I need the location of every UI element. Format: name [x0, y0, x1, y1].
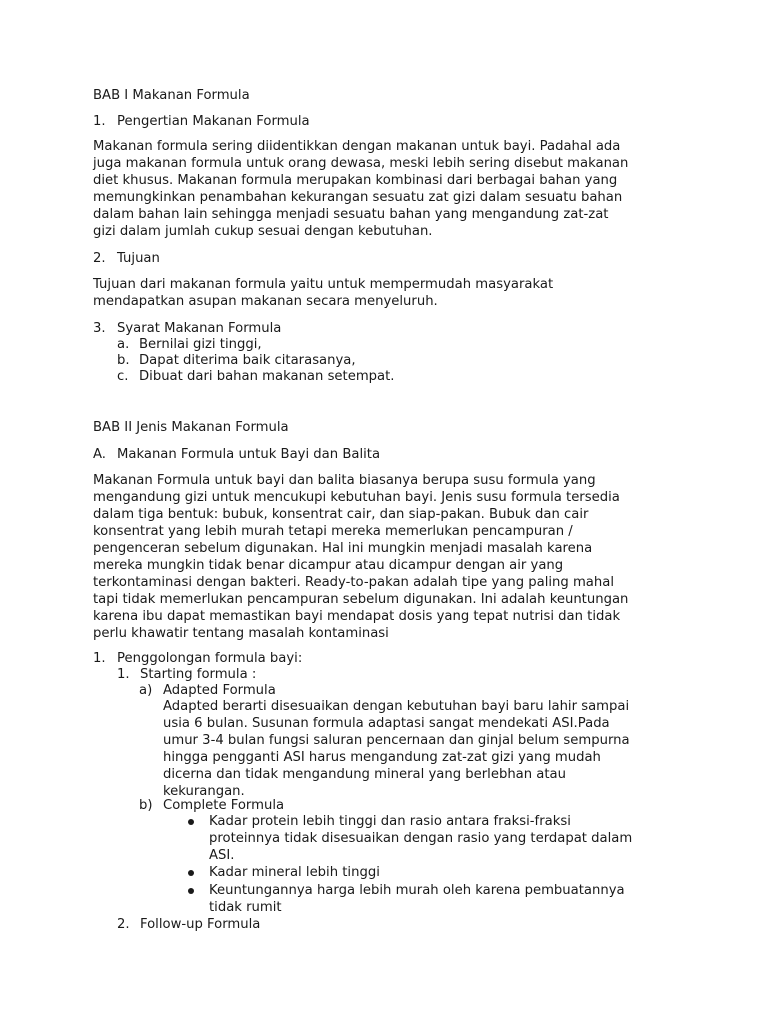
bullet-line: Kadar mineral lebih tinggi	[209, 865, 380, 880]
list-item-title: Complete Formula	[163, 798, 285, 813]
paragraph-line: terkontaminasi dengan bakteri. Ready-to-pakan adalah tipe yang paling mahal	[93, 575, 614, 590]
list-marker: b)	[139, 798, 153, 813]
section-number: A.	[93, 447, 106, 462]
bullet-line: proteinnya tidak disesuaikan dengan rasio yang terdapat dalam	[209, 831, 633, 846]
list-item-text: Dibuat dari bahan makanan setempat.	[139, 369, 395, 384]
list-number: 1.	[117, 667, 130, 682]
paragraph-line: hingga pengganti ASI harus mengandung zat-zat gizi yang mudah	[163, 750, 601, 765]
list-item-text: Dapat diterima baik citarasanya,	[139, 353, 356, 368]
bab2-sectionA-paragraph	[93, 472, 673, 642]
paragraph-line: juga makanan formula untuk orang dewasa, meski lebih sering disebut makanan	[93, 156, 629, 171]
list-marker: c.	[117, 369, 129, 384]
paragraph-line: dalam bahan lain sehingga menjadi sesuatu bahan yang mengandung zat-zat	[93, 207, 609, 222]
section-title: Makanan Formula untuk Bayi dan Balita	[117, 447, 381, 462]
section-title: Pengertian Makanan Formula	[117, 114, 310, 129]
section-number: 1.	[93, 114, 106, 129]
bab2-heading: BAB II Jenis Makanan Formula	[93, 420, 289, 435]
section-title: Tujuan	[117, 251, 160, 266]
bullet-line: Keuntungannya harga lebih murah oleh karena pembuatannya	[209, 883, 625, 898]
bullet-icon	[188, 870, 194, 876]
bab1-section1-paragraph	[93, 138, 673, 240]
bullet-line: ASI.	[209, 848, 235, 863]
paragraph-line: mendapatkan asupan makanan secara menyeluruh.	[93, 294, 438, 309]
paragraph-line: Makanan Formula untuk bayi dan balita biasanya berupa susu formula yang	[93, 473, 596, 488]
bullet-line: tidak rumit	[209, 900, 282, 915]
paragraph-line: Adapted berarti disesuaikan dengan kebutuhan bayi baru lahir sampai	[163, 699, 630, 714]
list-marker: a.	[117, 337, 130, 352]
paragraph-line: Tujuan dari makanan formula yaitu untuk mempermudah masyarakat	[93, 277, 554, 292]
list-number: 2.	[117, 917, 130, 932]
paragraph-line: pengenceran sebelum digunakan. Hal ini mungkin menjadi masalah karena	[93, 541, 593, 556]
paragraph-line: karena ibu dapat memastikan bayi mendapat dosis yang tepat nutrisi dan tidak	[93, 609, 621, 624]
paragraph-line: kekurangan.	[163, 784, 245, 799]
paragraph-line: mereka mungkin tidak benar dicampur atau dicampur dengan air yang	[93, 558, 564, 573]
paragraph-line: gizi dalam jumlah cukup sesuai dengan kebutuhan.	[93, 224, 433, 239]
adapted-formula-description	[163, 698, 683, 800]
paragraph-line: dicerna dan tidak mengandung mineral yang berlebhan atau	[163, 767, 566, 782]
bullet-icon	[188, 819, 194, 825]
bab1-heading: BAB I Makanan Formula	[93, 88, 250, 103]
bullet-line: Kadar protein lebih tinggi dan rasio antara fraksi-fraksi	[209, 814, 571, 829]
paragraph-line: mengandung gizi untuk mencukupi kebutuhan bayi. Jenis susu formula tersedia	[93, 490, 620, 505]
paragraph-line: dalam tiga bentuk: bubuk, konsentrat cair, dan siap-pakan. Bubuk dan cair	[93, 507, 589, 522]
bullet-icon	[188, 888, 194, 894]
list-marker: b.	[117, 353, 130, 368]
paragraph-line: umur 3-4 bulan fungsi saluran pencernaan dan ginjal belum sempurna	[163, 733, 630, 748]
list-title: Starting formula :	[140, 667, 257, 682]
paragraph-line: usia 6 bulan. Susunan formula adaptasi sangat mendekati ASI.Pada	[163, 716, 610, 731]
paragraph-line: perlu khawatir tentang masalah kontaminasi	[93, 626, 389, 641]
paragraph-line: diet khusus. Makanan formula merupakan kombinasi dari berbagai bahan yang	[93, 173, 618, 188]
section-number: 2.	[93, 251, 106, 266]
paragraph-line: Makanan formula sering diidentikkan dengan makanan untuk bayi. Padahal ada	[93, 139, 621, 154]
paragraph-line: tapi tidak memerlukan pencampuran sebelum digunakan. Ini adalah keuntungan	[93, 592, 629, 607]
section-number: 3.	[93, 321, 106, 336]
list-title: Penggolongan formula bayi:	[117, 651, 303, 666]
list-item-text: Bernilai gizi tinggi,	[139, 337, 262, 352]
section-title: Syarat Makanan Formula	[117, 321, 282, 336]
paragraph-line: memungkinkan penambahan kekurangan sesuatu zat gizi dalam sesuatu bahan	[93, 190, 623, 205]
list-number: 1.	[93, 651, 106, 666]
list-marker: a)	[139, 683, 153, 698]
paragraph-line: konsentrat yang lebih murah tetapi mereka memerlukan pencampuran /	[93, 524, 573, 539]
list-title: Follow-up Formula	[140, 917, 261, 932]
bab1-section2-paragraph	[93, 276, 673, 310]
list-item-title: Adapted Formula	[163, 683, 276, 698]
